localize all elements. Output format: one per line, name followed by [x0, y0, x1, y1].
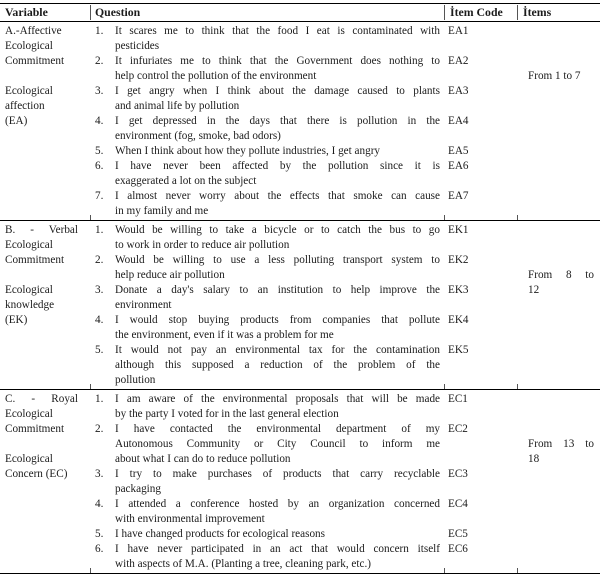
question-line: packaging	[115, 483, 161, 495]
question-row	[95, 223, 508, 253]
question-row	[95, 54, 508, 84]
variable-line: Ecological	[5, 40, 53, 52]
question-row	[95, 422, 508, 467]
question-text	[115, 497, 440, 527]
question-row	[95, 114, 508, 144]
column-boundary-tick	[517, 215, 518, 220]
section-separator	[0, 389, 600, 390]
item-code: EA5	[448, 145, 469, 157]
question-text	[115, 189, 440, 219]
question-row	[95, 527, 508, 542]
question-number: 6.	[95, 543, 104, 555]
item-code: EC1	[448, 393, 468, 405]
question-code-column	[95, 392, 508, 572]
items-cell	[508, 24, 600, 219]
variable-line: Commitment	[5, 55, 65, 67]
question-line: the environment, even if it was a problem for me	[115, 329, 334, 341]
question-line: Would be willing to take a bicycle or to catch the bus to go	[115, 224, 440, 236]
column-boundary-tick	[444, 384, 445, 389]
question-line: I almost never worry about the effects that smoke can cause	[115, 190, 440, 202]
question-row	[95, 497, 508, 527]
question-row	[95, 467, 508, 497]
items-range	[528, 268, 594, 298]
item-code: EC3	[448, 468, 468, 480]
variable-line: Ecological	[5, 408, 53, 420]
item-code: EK3	[448, 284, 469, 296]
question-text	[115, 253, 440, 283]
question-text	[115, 159, 440, 189]
item-code: EC2	[448, 423, 468, 435]
variable-line: knowledge	[5, 299, 55, 311]
column-boundary-tick	[444, 5, 445, 20]
column-boundary-tick	[90, 5, 91, 20]
item-code: EC5	[448, 528, 468, 540]
question-line: I would stop buying products from companies that pollute	[115, 314, 440, 326]
question-row	[95, 189, 508, 219]
question-line: I am aware of the environmental proposals that will be made	[115, 393, 440, 405]
items-range	[528, 437, 594, 467]
question-line: help control the pollution of the environment	[115, 70, 317, 82]
question-text	[115, 313, 440, 343]
table-bottom-rule	[0, 573, 600, 574]
question-text	[115, 114, 440, 144]
question-line: Would be willing to use a less polluting transport system to	[115, 254, 440, 266]
question-line: I have contacted the environmental department of my	[115, 423, 440, 435]
question-number: 7.	[95, 190, 104, 202]
items-range-line: 12	[528, 284, 540, 296]
variable-line: A.-Affective	[5, 25, 62, 37]
variable-line	[5, 69, 95, 84]
header-question: Question	[95, 5, 141, 19]
question-line: It scares me to think that the food I eat is contaminated with	[115, 25, 440, 37]
question-text	[115, 542, 440, 572]
item-code: EA4	[448, 115, 469, 127]
table-header-row	[0, 4, 600, 22]
question-number: 2.	[95, 55, 104, 67]
question-text	[115, 223, 440, 253]
question-number: 5.	[95, 528, 104, 540]
question-text	[115, 283, 440, 313]
question-line: help reduce air pollution	[115, 269, 225, 281]
question-number: 4.	[95, 498, 104, 510]
question-number: 5.	[95, 344, 104, 356]
question-number: 5.	[95, 145, 104, 157]
items-range-line: From 8 to	[528, 269, 594, 281]
question-line: pollution	[115, 374, 156, 386]
question-line: environment (fog, smoke, bad odors)	[115, 130, 281, 142]
item-code: EC6	[448, 543, 468, 555]
item-code: EK2	[448, 254, 469, 266]
question-row	[95, 144, 508, 159]
column-boundary-tick	[517, 384, 518, 389]
question-line: Autonomous Community or City Council to inform me	[115, 438, 440, 450]
question-text	[115, 144, 440, 159]
header-item-code: İtem Code	[450, 5, 503, 19]
question-line: Donate a day's salary to an institution to help improve the	[115, 284, 440, 296]
question-number: 2.	[95, 254, 104, 266]
question-text	[115, 84, 440, 114]
item-code: EA3	[448, 85, 469, 97]
table-section-2	[0, 221, 600, 389]
items-cell	[508, 392, 600, 572]
question-row	[95, 84, 508, 114]
question-line: pesticides	[115, 40, 160, 52]
question-line: I have never participated in an act that would concern itself	[115, 543, 440, 555]
item-code: EK5	[448, 344, 469, 356]
item-code: EK4	[448, 314, 469, 326]
question-row	[95, 253, 508, 283]
question-line: in my family and me	[115, 205, 209, 217]
question-row	[95, 159, 508, 189]
question-row	[95, 313, 508, 343]
variable-cell	[0, 24, 95, 219]
question-text	[115, 467, 440, 497]
question-line: and animal life by pollution	[115, 100, 240, 112]
question-number: 1.	[95, 224, 104, 236]
column-boundary-tick	[444, 215, 445, 220]
item-code: EA7	[448, 190, 469, 202]
question-line: exaggerated a lot on the subject	[115, 175, 257, 187]
header-items: İtems	[523, 5, 552, 19]
items-cell	[508, 223, 600, 388]
item-code: EA6	[448, 160, 469, 172]
question-line: It would not pay an environmental tax for the contamination	[115, 344, 440, 356]
question-line: I attended a conference hosted by an organization concerned	[115, 498, 440, 510]
question-line: about what I can do to reduce pollution	[115, 453, 291, 465]
question-line: I get angry when I think about the damage caused to plants	[115, 85, 440, 97]
question-code-column	[95, 223, 508, 388]
question-line: with aspects of M.A. (Planting a tree, cleaning park, etc.)	[115, 558, 371, 570]
column-boundary-tick	[90, 568, 91, 573]
table-section-1	[0, 22, 600, 220]
question-row	[95, 343, 508, 388]
question-text	[115, 392, 440, 422]
question-row	[95, 283, 508, 313]
header-variable: Variable	[5, 5, 48, 19]
question-row	[95, 392, 508, 422]
question-line: by the party I voted for in the last general election	[115, 408, 339, 420]
question-line: although this supposed a reduction of the problem of the	[115, 359, 440, 371]
variable-line: B. - Verbal	[5, 224, 78, 236]
question-text	[115, 527, 440, 542]
question-number: 1.	[95, 25, 104, 37]
variable-line: Ecological	[5, 453, 53, 465]
question-number: 3.	[95, 468, 104, 480]
question-line: I have never been affected by the pollution since it is	[115, 160, 440, 172]
variable-cell	[0, 223, 95, 388]
variable-line	[5, 268, 95, 283]
question-line: to work in order to reduce air pollution	[115, 239, 290, 251]
section-separator	[0, 220, 600, 221]
question-number: 2.	[95, 423, 104, 435]
variable-line: Ecological	[5, 85, 53, 97]
item-code: EC4	[448, 498, 468, 510]
variable-line: affection	[5, 100, 45, 112]
question-code-column	[95, 24, 508, 219]
variable-line	[5, 437, 95, 452]
question-number: 3.	[95, 85, 104, 97]
variable-line: Ecological	[5, 239, 53, 251]
question-line: When I think about how they pollute industries, I get angry	[115, 145, 381, 157]
variable-line: Commitment	[5, 423, 65, 435]
table-section-3	[0, 390, 600, 573]
variable-line: Commitment	[5, 254, 65, 266]
question-line: It infuriates me to think that the Government does nothing to	[115, 55, 440, 67]
items-range-line: From 13 to	[528, 438, 594, 450]
item-code: EK1	[448, 224, 469, 236]
question-number: 3.	[95, 284, 104, 296]
variable-line: Concern (EC)	[5, 468, 68, 480]
table-body	[0, 22, 600, 573]
question-line: I try to make purchases of products that carry recyclable	[115, 468, 440, 480]
scale-items-table	[0, 3, 600, 574]
question-line: I have changed products for ecological reasons	[115, 528, 325, 540]
column-boundary-tick	[517, 5, 518, 20]
question-text	[115, 422, 440, 467]
variable-line: (EK)	[5, 314, 28, 326]
item-code: EA2	[448, 55, 469, 67]
variable-line: Ecological	[5, 284, 53, 296]
question-row	[95, 542, 508, 572]
question-row	[95, 24, 508, 54]
variable-cell	[0, 392, 95, 572]
item-code: EA1	[448, 25, 469, 37]
question-line: with environmental improvement	[115, 513, 265, 525]
question-text	[115, 24, 440, 54]
variable-line: (EA)	[5, 115, 28, 127]
question-text	[115, 54, 440, 84]
question-text	[115, 343, 440, 388]
column-boundary-tick	[90, 215, 91, 220]
column-boundary-tick	[90, 384, 91, 389]
items-range-line: 18	[528, 453, 540, 465]
question-number: 4.	[95, 115, 104, 127]
question-number: 6.	[95, 160, 104, 172]
items-range	[528, 69, 594, 84]
question-number: 4.	[95, 314, 104, 326]
question-line: environment	[115, 299, 172, 311]
variable-line: C. - Royal	[5, 393, 78, 405]
question-number: 1.	[95, 393, 104, 405]
items-range-line: From 1 to 7	[528, 70, 581, 82]
column-boundary-tick	[444, 568, 445, 573]
question-line: I get depressed in the days that there is pollution in the	[115, 115, 440, 127]
column-boundary-tick	[517, 568, 518, 573]
